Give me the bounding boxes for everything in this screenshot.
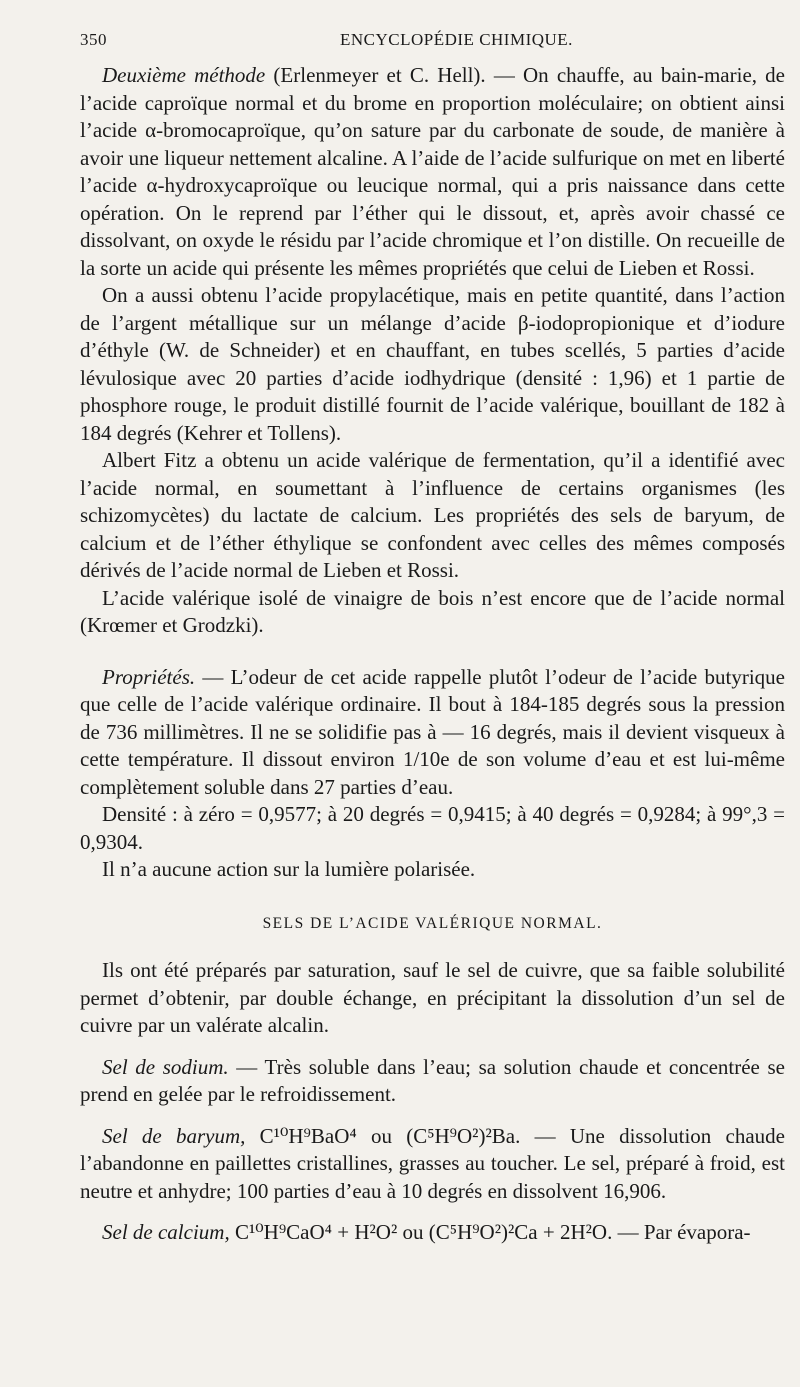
paragraph-text: C¹⁰H⁹CaO⁴ + H²O² ou (C⁵H⁹O²)²Ca + 2H²O. — Par évapora- xyxy=(229,1220,751,1244)
paragraph-lead: Sel de baryum, xyxy=(102,1123,246,1148)
paragraph-vinaigre: L’acide valérique isolé de vinaigre de bois n’est encore que de l’acide normal (Krœmer et Grodzki). xyxy=(80,585,785,637)
page-header xyxy=(80,30,770,56)
paragraph-text: — L’odeur de cet acide rappelle plutôt l’odeur de l’acide butyrique que celle de l’acide valérique ordinaire. Il bout à 184-185 degrés sous la pression de 736 millimètres. Il ne se solidifie pas à — 16 degrés, mais il devient visqueux à cette température. Il dissout environ 1/10e de son volume d’eau et est lui-même complètement soluble dans 27 parties d’eau. xyxy=(80,664,785,799)
paragraph-sels-intro: Ils ont été préparés par saturation, sauf le sel de cuivre, que sa faible solubilité permet d’obtenir, par double échange, en précipitant la dissolution d’un sel de cuivre par un valérate alcalin. xyxy=(80,958,785,1037)
paragraph-lead: Sel de sodium. xyxy=(102,1054,229,1079)
paragraph-sel-sodium xyxy=(80,1054,785,1109)
section-title: SELS DE L’ACIDE VALÉRIQUE NORMAL. xyxy=(262,914,603,932)
page-number: 350 xyxy=(80,30,107,49)
paragraph-lead: Propriétés. xyxy=(102,664,196,689)
paragraph-text: (Erlenmeyer et C. Hell). — On chauffe, au bain-marie, de l’acide caproïque normal et du brome en proportion moléculaire; on obtient ainsi l’acide α-bromocaproïque, qu’on sature par du carbonate de soude, de manière à avoir une liqueur nettement alcaline. A l’aide de l’acide sulfurique on met en liberté l’acide α-hydroxycaproïque ou leucique normal, qui a pris naissance dans cette opération. On le reprend par l’éther qui le dissout, et, après avoir chassé ce dissolvant, on oxyde le résidu par l’acide chromique et l’on distille. On recueille de la sorte un acide qui présente les mêmes propriétés que celui de Lieben et Rossi. xyxy=(80,63,786,280)
page-body xyxy=(80,62,785,1247)
paragraph-lead: Deuxième méthode xyxy=(102,63,266,87)
paragraph-densite: Densité : à zéro = 0,9577; à 20 degrés = 0,9415; à 40 degrés = 0,9284; à 99°,3 = 0,9304. xyxy=(80,802,785,854)
paragraph-fitz: Albert Fitz a obtenu un acide valérique de fermentation, qu’il a identifié avec l’acide normal, en soumettant à l’influence de certains organismes (les schizomycètes) du lactate de calcium. Les propriétés des sels de baryum, de calcium et de l’éther éthylique se confondent avec celles des mêmes composés dérivés de l’acide normal de Lieben et Rossi. xyxy=(80,448,785,582)
paragraph-text: — Très soluble dans l’eau; sa solution chaude et concentrée se prend en gelée par le refroidissement. xyxy=(80,1054,785,1106)
paragraph-text: C¹⁰H⁹BaO⁴ ou (C⁵H⁹O²)²Ba. — Une dissolution chaude l’abandonne en paillettes cristallines, grasses au toucher. Le sel, préparé à froid, est neutre et anhydre; 100 parties d’eau à 10 degrés en dissolvent 16,906. xyxy=(80,1123,785,1203)
paragraph-propylacetique: On a aussi obtenu l’acide propylacétique, mais en petite quantité, dans l’action de l’argent métallique sur un mélange d’acide β-iodopropionique et d’iodure d’éthyle (W. de Schneider) et en chauffant, en tubes scellés, 5 parties d’acide lévulosique avec 20 parties d’acide iodhydrique (densité : 1,96) et 1 partie de phosphore rouge, le produit distillé fournit de l’acide valérique, bouillant de 182 à 184 degrés (Kehrer et Tollens). xyxy=(80,283,785,445)
paragraph-lead: Sel de calcium, xyxy=(102,1220,230,1244)
paragraph-sel-calcium xyxy=(80,1219,785,1247)
paragraph-proprietes xyxy=(80,664,785,802)
paragraph-sel-baryum xyxy=(80,1123,785,1206)
paragraph-polarisee: Il n’a aucune action sur la lumière polarisée. xyxy=(102,857,476,881)
running-title: ENCYCLOPÉDIE CHIMIQUE. xyxy=(340,30,573,49)
paragraph-deuxieme-methode xyxy=(80,62,785,282)
